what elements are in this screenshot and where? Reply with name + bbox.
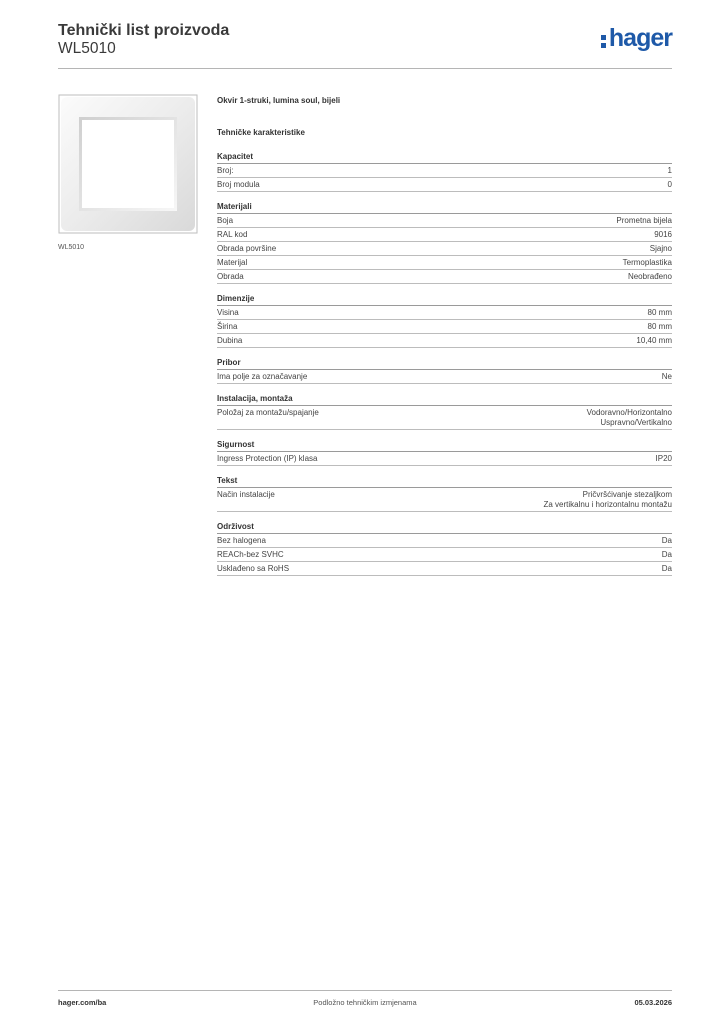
spec-row — [217, 548, 672, 562]
spec-row — [217, 562, 672, 576]
spec-value: Neobrađeno — [627, 272, 672, 281]
spec-value: 80 mm — [647, 308, 672, 317]
spec-label: Boja — [217, 216, 234, 225]
spec-value: Prometna bijela — [616, 216, 672, 225]
image-caption: WL5010 — [58, 244, 85, 251]
section-title: Pribor — [217, 357, 672, 370]
spec-label: Način instalacije — [217, 490, 275, 499]
spec-row — [217, 270, 672, 284]
spec-label: Položaj za montažu/spajanje — [217, 408, 319, 417]
section-title: Održivost — [217, 521, 672, 534]
spec-row — [217, 306, 672, 320]
spec-label: Obrada površine — [217, 244, 277, 253]
spec-row — [217, 228, 672, 242]
spec-row — [217, 178, 672, 192]
spec-row — [217, 406, 672, 430]
spec-row — [217, 164, 672, 178]
section-title: Dimenzije — [217, 293, 672, 306]
spec-value: 10,40 mm — [636, 336, 672, 345]
spec-label: Materijal — [217, 258, 248, 267]
spec-label: Širina — [217, 322, 238, 331]
page-footer — [58, 990, 672, 1011]
spec-row — [217, 452, 672, 466]
spec-row — [217, 334, 672, 348]
spec-section — [217, 293, 672, 348]
spec-label: Usklađeno sa RoHS — [217, 564, 290, 573]
spec-value: 0 — [667, 180, 672, 189]
document-title: Tehnički list proizvoda — [58, 22, 230, 39]
spec-heading: Tehničke karakteristike — [217, 128, 305, 137]
spec-value: Sjajno — [649, 244, 672, 253]
logo-text: hager — [608, 24, 672, 52]
spec-value: Pričvršćivanje stezaljkom Za vertikalnu i horizontalnu montažu — [543, 490, 672, 509]
product-name: Okvir 1-struki, lumina soul, bijeli — [217, 96, 341, 105]
spec-value: Termoplastika — [622, 258, 672, 267]
footer-website: hager.com/ba — [58, 998, 107, 1007]
frame-icon — [58, 94, 198, 234]
spec-label: Obrada — [217, 272, 244, 281]
spec-value: 9016 — [654, 230, 672, 239]
spec-row — [217, 370, 672, 384]
spec-section — [217, 521, 672, 576]
spec-label: Dubina — [217, 336, 243, 345]
spec-value: IP20 — [655, 454, 672, 463]
spec-label: RAL kod — [217, 230, 248, 239]
spec-value: Da — [661, 564, 672, 573]
section-title: Tekst — [217, 475, 672, 488]
logo-colon-icon — [601, 26, 607, 50]
spec-content — [217, 96, 672, 576]
spec-value: Vodoravno/Horizontalno Uspravno/Vertikalno — [586, 408, 672, 427]
spec-row — [217, 320, 672, 334]
spec-value: Da — [661, 536, 672, 545]
spec-section — [217, 393, 672, 430]
hager-logo — [601, 26, 672, 52]
spec-value: Da — [661, 550, 672, 559]
footer-date: 05.03.2026 — [634, 998, 672, 1007]
spec-label: Bez halogena — [217, 536, 266, 545]
spec-label: Ingress Protection (IP) klasa — [217, 454, 318, 463]
product-image — [58, 94, 198, 234]
footer-note: Podložno tehničkim izmjenama — [313, 998, 417, 1007]
spec-section — [217, 151, 672, 192]
spec-row — [217, 242, 672, 256]
spec-value: 80 mm — [647, 322, 672, 331]
spec-row — [217, 534, 672, 548]
spec-label: Visina — [217, 308, 239, 317]
spec-section — [217, 357, 672, 384]
spec-row — [217, 214, 672, 228]
spec-label: Broj modula — [217, 180, 260, 189]
product-code: WL5010 — [58, 40, 116, 57]
section-title: Kapacitet — [217, 151, 672, 164]
spec-section — [217, 475, 672, 512]
spec-row — [217, 488, 672, 512]
spec-value: 1 — [667, 166, 672, 175]
section-title: Sigurnost — [217, 439, 672, 452]
section-title: Instalacija, montaža — [217, 393, 672, 406]
page-header — [58, 20, 672, 69]
spec-row — [217, 256, 672, 270]
spec-section — [217, 201, 672, 284]
spec-sections — [217, 151, 672, 576]
spec-section — [217, 439, 672, 466]
spec-label: Broj: — [217, 166, 234, 175]
spec-value: Ne — [661, 372, 672, 381]
section-title: Materijali — [217, 201, 672, 214]
spec-label: REACh-bez SVHC — [217, 550, 284, 559]
spec-label: Ima polje za označavanje — [217, 372, 308, 381]
